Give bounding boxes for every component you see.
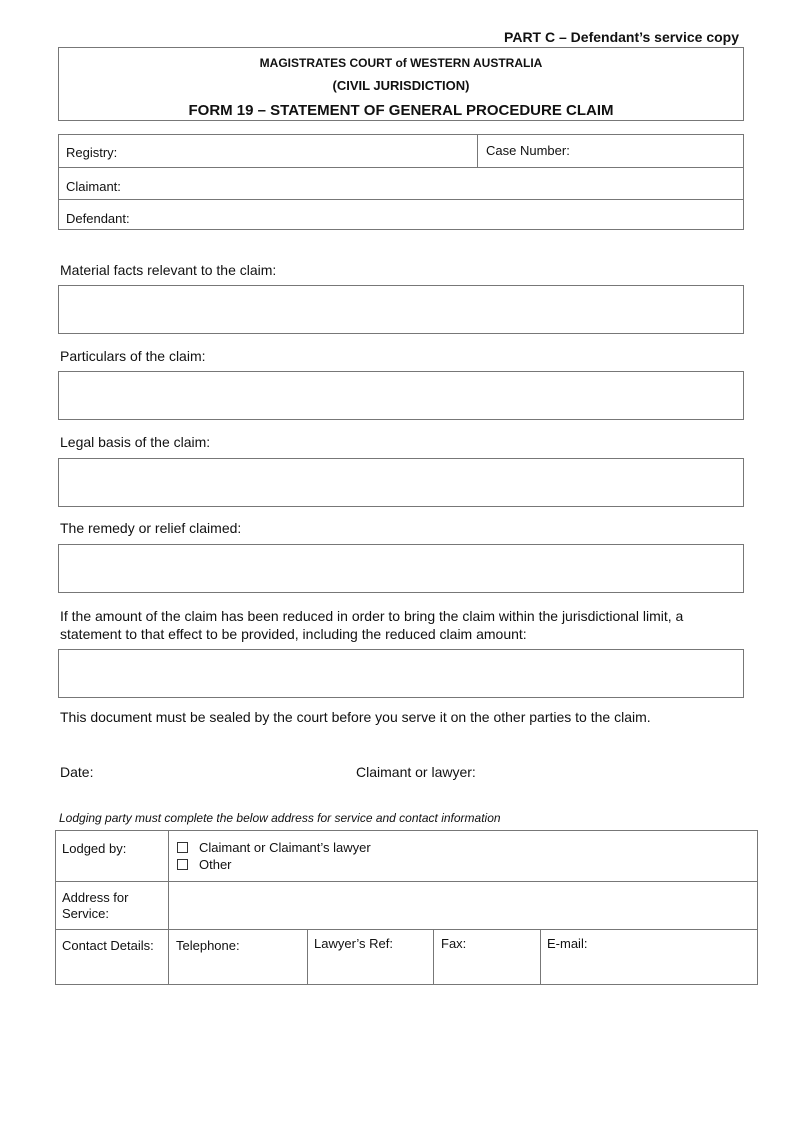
claimant-or-lawyer-checkbox[interactable] (177, 842, 188, 853)
particulars-label: Particulars of the claim: (60, 348, 206, 364)
material-facts-label: Material facts relevant to the claim: (60, 262, 277, 278)
fax-field[interactable] (434, 930, 540, 984)
address-for-service-field[interactable] (169, 882, 757, 928)
address-for-service-label: Address for Service: (62, 890, 129, 921)
claimant-or-lawyer-option: Claimant or Claimant’s lawyer (199, 840, 371, 855)
fax-label: Fax: (441, 936, 467, 951)
reduced-amount-label: If the amount of the claim has been reduced in order to bring the claim within the jurisdictional limit, a statement to that effect to be provided, including the reduced claim amount: (60, 608, 684, 642)
legal-basis-field[interactable] (58, 458, 744, 507)
particulars-field[interactable] (58, 371, 744, 420)
reduced-amount-field[interactable] (58, 649, 744, 698)
lodging-note: Lodging party must complete the below address for service and contact information (59, 811, 501, 825)
claimant-field[interactable] (59, 167, 743, 199)
other-option: Other (199, 857, 232, 872)
service-details-table (55, 830, 758, 985)
legal-basis-label: Legal basis of the claim: (60, 434, 211, 450)
remedy-field[interactable] (58, 544, 744, 593)
case-info-table (58, 134, 744, 230)
defendant-field[interactable] (59, 199, 743, 231)
email-field[interactable] (541, 930, 757, 984)
telephone-field[interactable] (169, 930, 307, 984)
email-label: E-mail: (547, 936, 588, 951)
claimant-label: Claimant: (66, 179, 121, 194)
telephone-label: Telephone: (176, 938, 240, 953)
part-title: PART C – Defendant’s service copy (504, 29, 739, 45)
lawyers-ref-field[interactable] (308, 930, 433, 984)
court-name: MAGISTRATES COURT of WESTERN AUSTRALIA (259, 56, 543, 70)
other-checkbox[interactable] (177, 859, 188, 870)
registry-label: Registry: (66, 145, 118, 160)
jurisdiction: (CIVIL JURISDICTION) (332, 78, 470, 93)
material-facts-field[interactable] (58, 285, 744, 334)
sealing-notice: This document must be sealed by the court before you serve it on the other parties to the claim. (60, 709, 651, 725)
date-label: Date: (60, 764, 94, 780)
lawyers-ref-label: Lawyer’s Ref: (314, 936, 393, 951)
form-title: FORM 19 – STATEMENT OF GENERAL PROCEDURE CLAIM (188, 102, 614, 119)
remedy-label: The remedy or relief claimed: (60, 520, 242, 536)
lodged-by-label: Lodged by: (62, 841, 127, 856)
case-number-label: Case Number: (486, 143, 570, 158)
form-header (58, 47, 744, 121)
defendant-label: Defendant: (66, 211, 130, 226)
claimant-or-lawyer-label: Claimant or lawyer: (356, 764, 476, 780)
case-number-field[interactable] (477, 135, 743, 167)
contact-details-label: Contact Details: (62, 938, 154, 953)
registry-row (59, 135, 743, 167)
